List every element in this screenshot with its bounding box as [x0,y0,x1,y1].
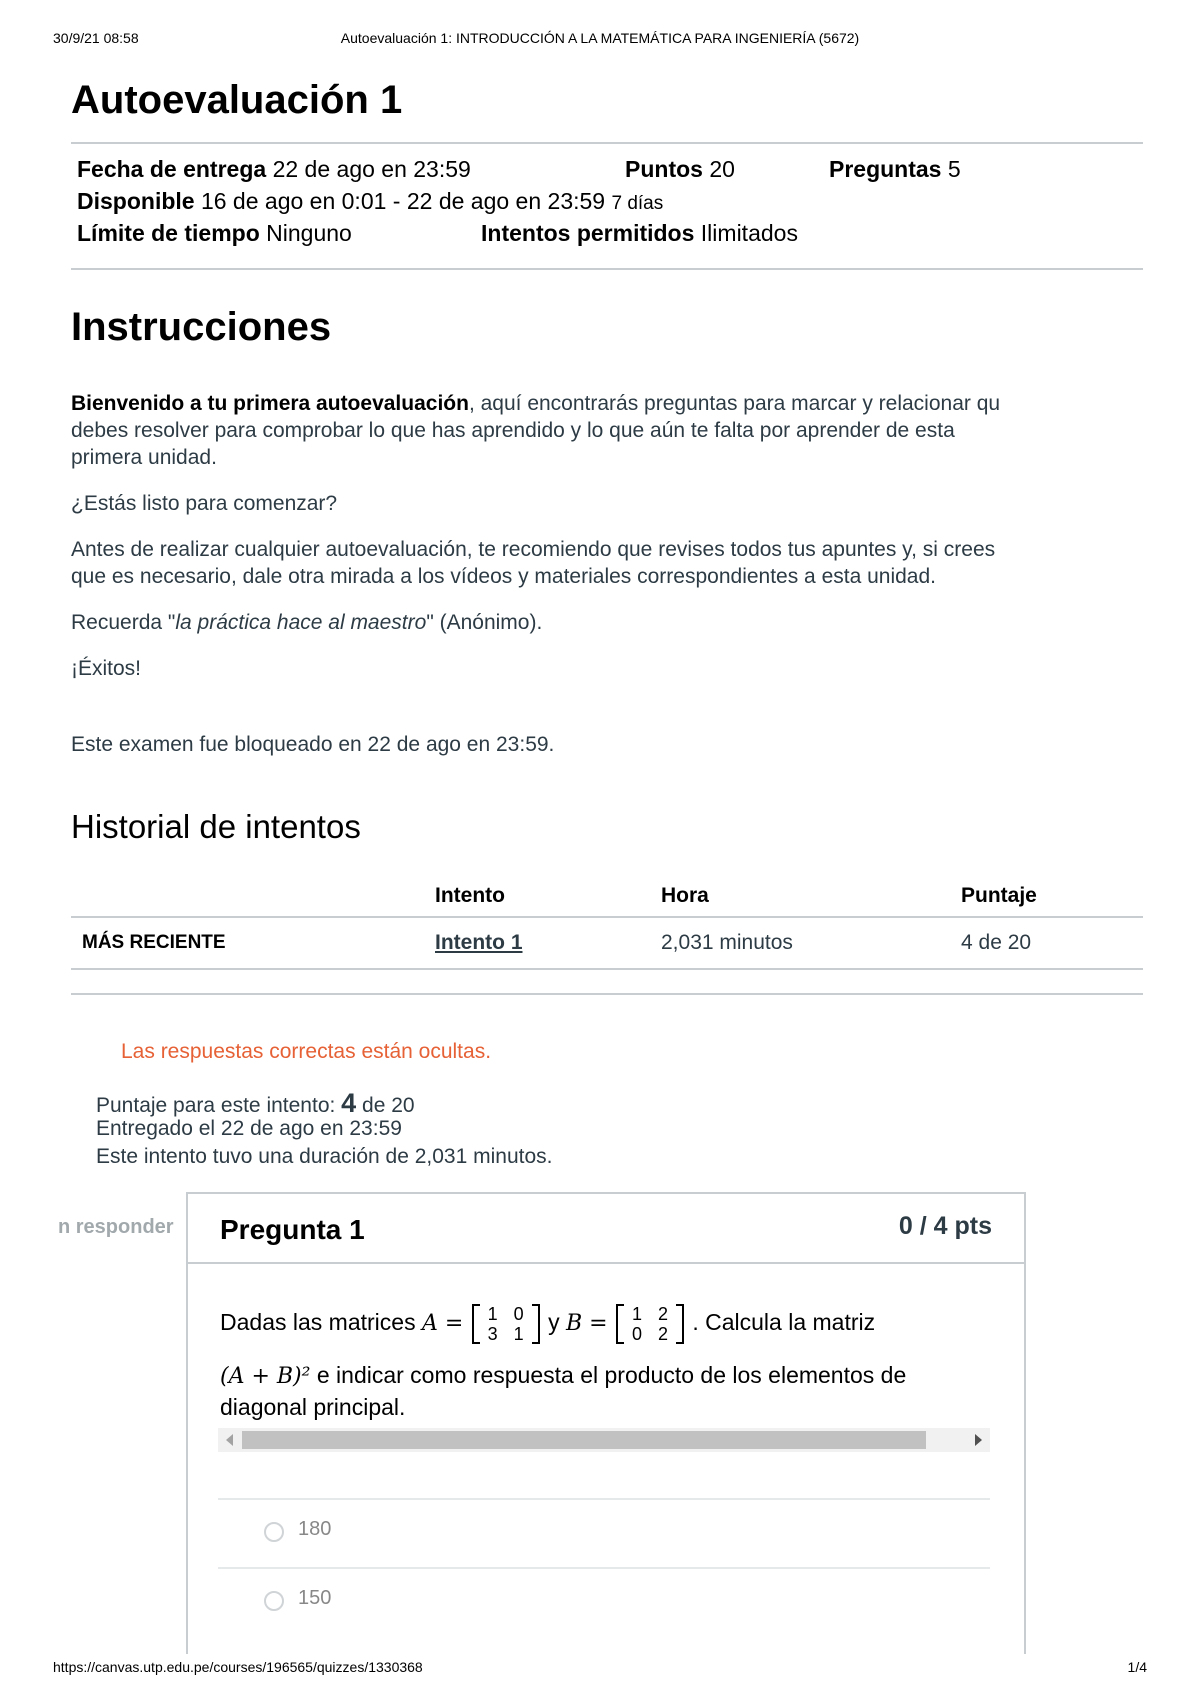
instructions-paragraph-1 [71,390,1143,471]
duration-info: Este intento tuvo una duración de 2,031 minutos. [96,1145,553,1168]
attempts-label: Intentos permitidos [481,220,695,246]
question-text: e indicar como respuesta el producto de los elementos de [310,1362,907,1388]
instructions-paragraph-4 [71,609,1143,636]
questions-group [829,156,961,188]
locked-notice: Este examen fue bloqueado en 22 de ago en 23:59. [71,733,555,756]
math-sum-squared: (A + B)² [220,1364,311,1389]
answer-label: 180 [298,1518,332,1540]
instructions-text: Antes de realizar cualquier autoevaluación, te recomiendo que revises todos tus apuntes y, si crees [71,538,996,561]
available-value: 16 de ago en 0:01 - 22 de ago en 23:59 [200,188,606,214]
print-url: https://canvas.utp.edu.pe/courses/196565/quizzes/1330368 [53,1659,423,1675]
history-title: Historial de intentos [71,808,361,845]
divider [71,142,1143,144]
due-label: Fecha de entrega [77,156,267,182]
points-value: 20 [709,156,735,182]
matrix-cell: 2 [657,1304,668,1324]
radio-button[interactable] [264,1522,284,1542]
answer-label: 150 [298,1587,332,1609]
instructions-title: Instrucciones [71,305,332,349]
details-row-3 [77,220,352,252]
divider [71,993,1143,995]
matrix-cell: 0 [513,1304,524,1324]
question-text-line-3: diagonal principal. [220,1394,406,1420]
points-label: Puntos [625,156,703,182]
unanswered-tag: n responder [58,1216,174,1238]
details-row-1 [77,156,471,188]
question-header [188,1194,1024,1264]
attempt-score [96,1088,415,1119]
available-days: 7 días [611,193,664,214]
instructions-text: " (Anónimo). [426,611,543,634]
score-prefix: Puntaje para este intento: [96,1094,342,1117]
score-suffix: de 20 [356,1094,415,1117]
instructions-paragraph-2: ¿Estás listo para comenzar? [71,492,338,515]
matrix-cell: 1 [631,1304,642,1324]
attempts-group [481,220,798,252]
matrix-cell: 1 [487,1304,498,1324]
question-text-line-1 [220,1304,992,1344]
most-recent-label: MÁS RECIENTE [71,917,435,969]
column-header [71,876,435,917]
math-A: A = [421,1311,464,1337]
answer-option[interactable] [218,1567,990,1635]
due-value: 22 de ago en 23:59 [272,156,471,182]
submitted-info: Entregado el 22 de ago en 23:59 [96,1117,402,1140]
question-text: Dadas las matrices [220,1309,422,1336]
instructions-text: debes resolver para comprobar lo que has aprendido y lo que aún te falta por aprender de esta [71,419,955,442]
column-header: Hora [661,876,961,917]
column-header: Puntaje [961,876,1143,917]
matrix-cell: 0 [631,1324,642,1344]
question-text-line-2 [220,1362,992,1389]
instructions-text: que es necesario, dale otra mirada a los vídeos y materiales correspondientes a esta unidad. [71,565,936,588]
radio-button[interactable] [264,1591,284,1611]
matrix-B [616,1304,684,1344]
quiz-title: Autoevaluación 1 [71,78,403,122]
matrix-cell: 2 [657,1324,668,1344]
instructions-paragraph-5: ¡Éxitos! [71,657,142,680]
question-text: y [548,1309,566,1336]
scroll-right-arrow-icon[interactable] [975,1434,982,1446]
details-row-2 [77,188,663,220]
quote-italic: la práctica hace al maestro [175,611,427,634]
table-row [71,917,1143,969]
instructions-text: primera unidad. [71,446,217,469]
matrix-cell: 1 [513,1324,524,1344]
attempts-value: Ilimitados [700,220,798,246]
matrix-cell: 3 [487,1324,498,1344]
horizontal-scrollbar[interactable] [218,1428,990,1452]
questions-label: Preguntas [829,156,942,182]
score-cell: 4 de 20 [961,917,1143,969]
column-header: Intento [435,876,661,917]
score-value: 4 [341,1088,357,1118]
question-points: 0 / 4 pts [898,1212,992,1240]
instructions-paragraph-3 [71,536,1143,590]
time-cell: 2,031 minutos [661,917,961,969]
print-header [53,30,1147,50]
question-name: Pregunta 1 [220,1214,365,1245]
matrix-A [472,1304,540,1344]
scroll-left-arrow-icon[interactable] [226,1434,233,1446]
divider [71,268,1143,270]
points-group [625,156,735,188]
scroll-thumb[interactable] [242,1431,926,1449]
available-label: Disponible [77,188,195,214]
time-limit-value: Ninguno [266,220,352,246]
question-text: . Calcula la matriz [692,1309,876,1336]
questions-value: 5 [947,156,961,182]
time-limit-label: Límite de tiempo [77,220,260,246]
math-B: B = [565,1311,608,1337]
answer-option[interactable] [218,1498,990,1566]
hidden-answers-notice: Las respuestas correctas están ocultas. [121,1040,492,1063]
print-page-number: 1/4 [1127,1659,1147,1675]
table-header-row [71,876,1143,917]
welcome-bold: Bienvenido a tu primera autoevaluación [71,392,469,415]
print-doc-title: Autoevaluación 1: INTRODUCCIÓN A LA MATEMÁTICA PARA INGENIERÍA (5672) [340,30,860,46]
attempt-history-table [71,876,1143,970]
instructions-text: Recuerda " [71,611,176,634]
attempt-link[interactable]: Intento 1 [435,931,523,954]
instructions-text: , aquí encontrarás preguntas para marcar y relacionar qu [468,392,1001,415]
attempt-cell [435,917,661,969]
print-date: 30/9/21 08:58 [53,30,139,46]
